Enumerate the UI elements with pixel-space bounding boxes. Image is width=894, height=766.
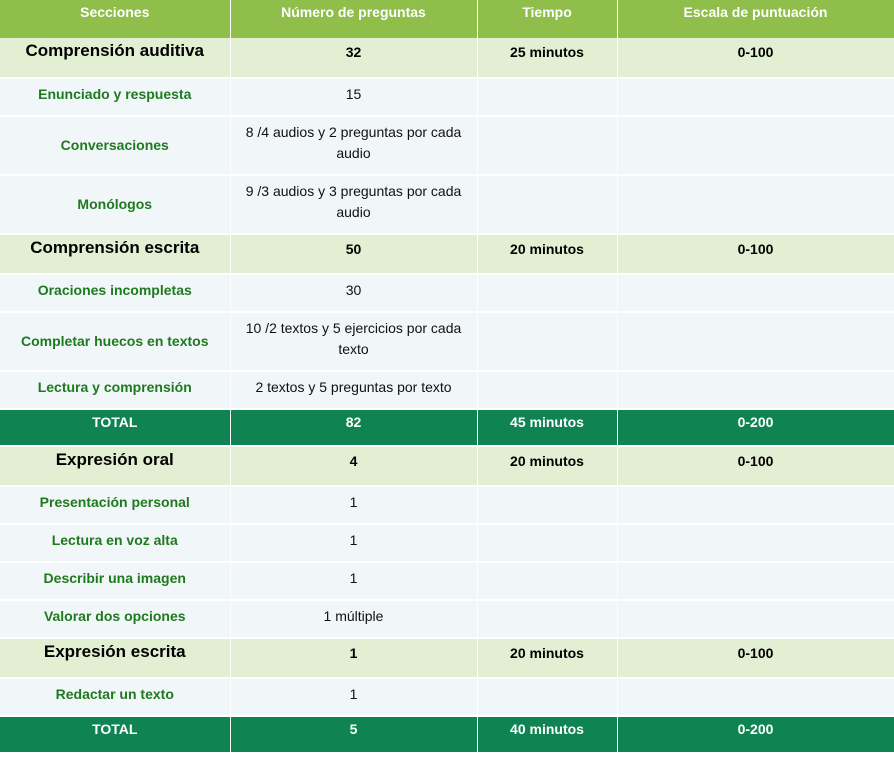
subsection-row xyxy=(0,562,894,600)
question-count: 8 /4 audios y 2 preguntas por cada audio xyxy=(230,116,477,175)
header-row xyxy=(0,0,894,38)
question-count: 50 xyxy=(230,234,477,274)
total-label: TOTAL xyxy=(0,716,230,753)
time-value xyxy=(477,78,617,116)
question-count: 15 xyxy=(230,78,477,116)
subsection-row xyxy=(0,600,894,638)
subsection-name: Conversaciones xyxy=(0,116,230,175)
total-row xyxy=(0,409,894,446)
subsection-name: Valorar dos opciones xyxy=(0,600,230,638)
question-count: 1 xyxy=(230,486,477,524)
time-value xyxy=(477,678,617,716)
scale-value: 0-100 xyxy=(617,38,894,78)
scale-value xyxy=(617,78,894,116)
total-row xyxy=(0,716,894,753)
section-row xyxy=(0,234,894,274)
header-time: Tiempo xyxy=(477,0,617,38)
header-questions: Número de preguntas xyxy=(230,0,477,38)
scale-value xyxy=(617,371,894,409)
subsection-name: Lectura en voz alta xyxy=(0,524,230,562)
scale-value: 0-200 xyxy=(617,409,894,446)
subsection-name: Completar huecos en textos xyxy=(0,312,230,371)
subsection-name: Lectura y comprensión xyxy=(0,371,230,409)
subsection-row xyxy=(0,78,894,116)
subsection-name: Enunciado y respuesta xyxy=(0,78,230,116)
time-value xyxy=(477,312,617,371)
question-count: 4 xyxy=(230,446,477,486)
subsection-row xyxy=(0,486,894,524)
scale-value xyxy=(617,175,894,234)
subsection-row xyxy=(0,116,894,175)
time-value: 20 minutos xyxy=(477,638,617,678)
scale-value xyxy=(617,116,894,175)
question-count: 9 /3 audios y 3 preguntas por cada audio xyxy=(230,175,477,234)
time-value xyxy=(477,600,617,638)
section-name: Expresión oral xyxy=(0,446,230,486)
subsection-name: Presentación personal xyxy=(0,486,230,524)
scale-value xyxy=(617,486,894,524)
scale-value: 0-100 xyxy=(617,638,894,678)
time-value: 20 minutos xyxy=(477,234,617,274)
scale-value xyxy=(617,312,894,371)
question-count: 10 /2 textos y 5 ejercicios por cada texto xyxy=(230,312,477,371)
time-value xyxy=(477,524,617,562)
subsection-row xyxy=(0,274,894,312)
scale-value xyxy=(617,678,894,716)
time-value: 45 minutos xyxy=(477,409,617,446)
scale-value xyxy=(617,274,894,312)
question-count: 82 xyxy=(230,409,477,446)
header-sections: Secciones xyxy=(0,0,230,38)
time-value xyxy=(477,371,617,409)
section-name: Expresión escrita xyxy=(0,638,230,678)
time-value xyxy=(477,486,617,524)
header-scale: Escala de puntuación xyxy=(617,0,894,38)
time-value xyxy=(477,116,617,175)
total-label: TOTAL xyxy=(0,409,230,446)
section-name: Comprensión escrita xyxy=(0,234,230,274)
question-count: 30 xyxy=(230,274,477,312)
scale-value xyxy=(617,600,894,638)
section-row xyxy=(0,446,894,486)
section-row xyxy=(0,38,894,78)
time-value: 20 minutos xyxy=(477,446,617,486)
subsection-name: Describir una imagen xyxy=(0,562,230,600)
section-row xyxy=(0,638,894,678)
question-count: 1 xyxy=(230,562,477,600)
question-count: 32 xyxy=(230,38,477,78)
subsection-name: Monólogos xyxy=(0,175,230,234)
time-value xyxy=(477,562,617,600)
question-count: 1 xyxy=(230,524,477,562)
time-value xyxy=(477,274,617,312)
scale-value: 0-200 xyxy=(617,716,894,753)
time-value xyxy=(477,175,617,234)
section-name: Comprensión auditiva xyxy=(0,38,230,78)
scale-value xyxy=(617,524,894,562)
question-count: 5 xyxy=(230,716,477,753)
question-count: 1 xyxy=(230,638,477,678)
time-value: 25 minutos xyxy=(477,38,617,78)
question-count: 1 xyxy=(230,678,477,716)
question-count: 2 textos y 5 preguntas por texto xyxy=(230,371,477,409)
subsection-name: Oraciones incompletas xyxy=(0,274,230,312)
scale-value: 0-100 xyxy=(617,234,894,274)
subsection-name: Redactar un texto xyxy=(0,678,230,716)
question-count: 1 múltiple xyxy=(230,600,477,638)
subsection-row xyxy=(0,175,894,234)
subsection-row xyxy=(0,371,894,409)
subsection-row xyxy=(0,678,894,716)
scale-value xyxy=(617,562,894,600)
scale-value: 0-100 xyxy=(617,446,894,486)
subsection-row xyxy=(0,312,894,371)
subsection-row xyxy=(0,524,894,562)
time-value: 40 minutos xyxy=(477,716,617,753)
